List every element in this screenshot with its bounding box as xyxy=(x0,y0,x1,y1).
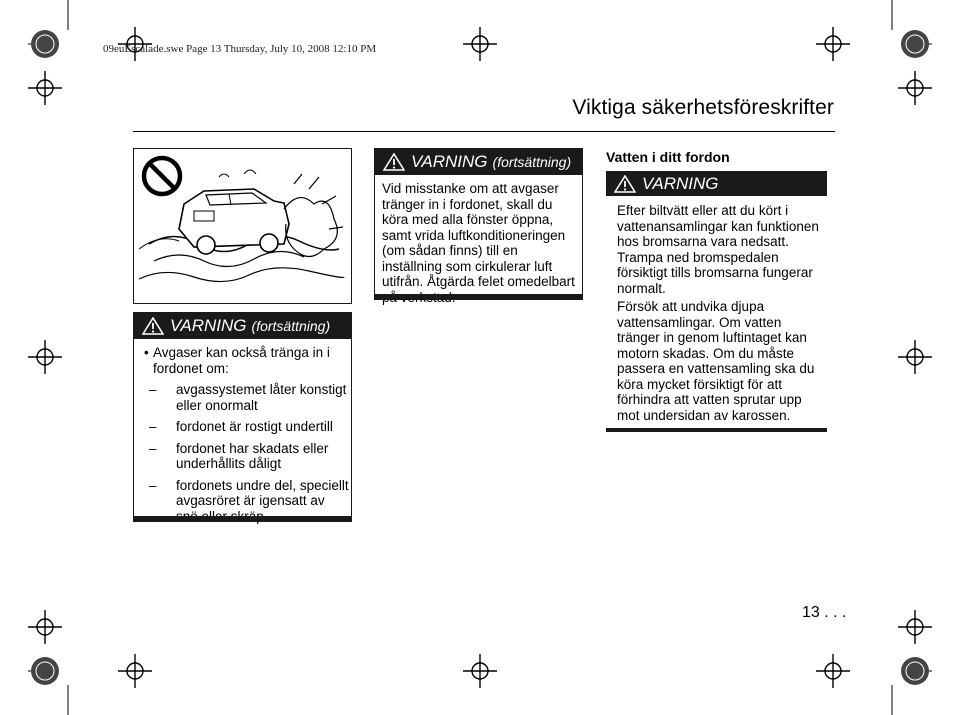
warning-label: VARNING xyxy=(411,152,488,171)
warning-box-exhaust-action xyxy=(374,148,583,300)
illustration-box xyxy=(133,148,352,304)
warning-triangle-icon xyxy=(383,153,405,171)
warning-bullet: • Avgaser kan också tränga in i fordonet om: xyxy=(144,345,349,376)
warning-bottom-bar xyxy=(606,428,827,432)
warning-triangle-icon xyxy=(614,175,636,193)
warning-heading xyxy=(134,313,351,339)
warning-bottom-bar xyxy=(134,516,351,521)
warning-box-water xyxy=(606,171,827,432)
list-item: – fordonets undre del, speciellt avgasröret är igensatt av xyxy=(149,477,349,508)
list-item: – fordonet har skadats eller underhållits dåligt xyxy=(149,440,329,471)
print-slug: 09euEscalade.swe Page 13 Thursday, July 10, 2008 12:10 PM xyxy=(103,43,377,55)
warning-suffix: (fortsättning) xyxy=(251,318,331,334)
subsection-title: Vatten i ditt fordon xyxy=(606,149,730,165)
warning-heading xyxy=(375,149,582,175)
warning-bottom-bar xyxy=(375,294,582,299)
warning-paragraph: Försök att undvika djupa vattensamlingar. Om vatten tränger in genom luftintaget kan motorn skadas. Om du måste passera en vattensamling ska du köra mycket försiktigt för att förhindra att vatten sprutar upp mot undersidan av karossen. xyxy=(617,299,815,423)
list-item: – avgassystemet låter konstigt eller onormalt xyxy=(149,382,347,413)
car-in-water-illustration xyxy=(134,149,350,302)
warning-body: Vid misstanke om att avgaser tränger in i fordonet, skall du köra med alla fönster öppna, samt vrida luftkonditioneringen (om sådan finns) till en inställning som cirkulerar luft utifrån. Åtgärda felet omedelbart xyxy=(382,181,575,289)
warning-label: VARNING xyxy=(170,316,247,335)
header-rule xyxy=(133,131,835,132)
no-symbol-icon xyxy=(144,158,180,194)
list-item: – fordonet är rostigt undertill xyxy=(149,419,333,434)
warning-heading xyxy=(606,171,827,196)
warning-triangle-icon xyxy=(142,317,164,335)
section-title: Viktiga säkerhetsföreskrifter xyxy=(572,96,834,119)
page-number: 13 . . . xyxy=(802,604,847,621)
warning-box-exhaust-continued xyxy=(133,312,352,522)
warning-suffix: (fortsättning) xyxy=(492,154,572,170)
warning-label: VARNING xyxy=(642,173,719,193)
warning-paragraph: Efter biltvätt eller att du kört i vattenansamlingar kan funktionen hos bromsarna vara nedsatt. Trampa ned bromspedalen försiktigt tills bromsarna fungerar normalt. xyxy=(617,203,819,296)
